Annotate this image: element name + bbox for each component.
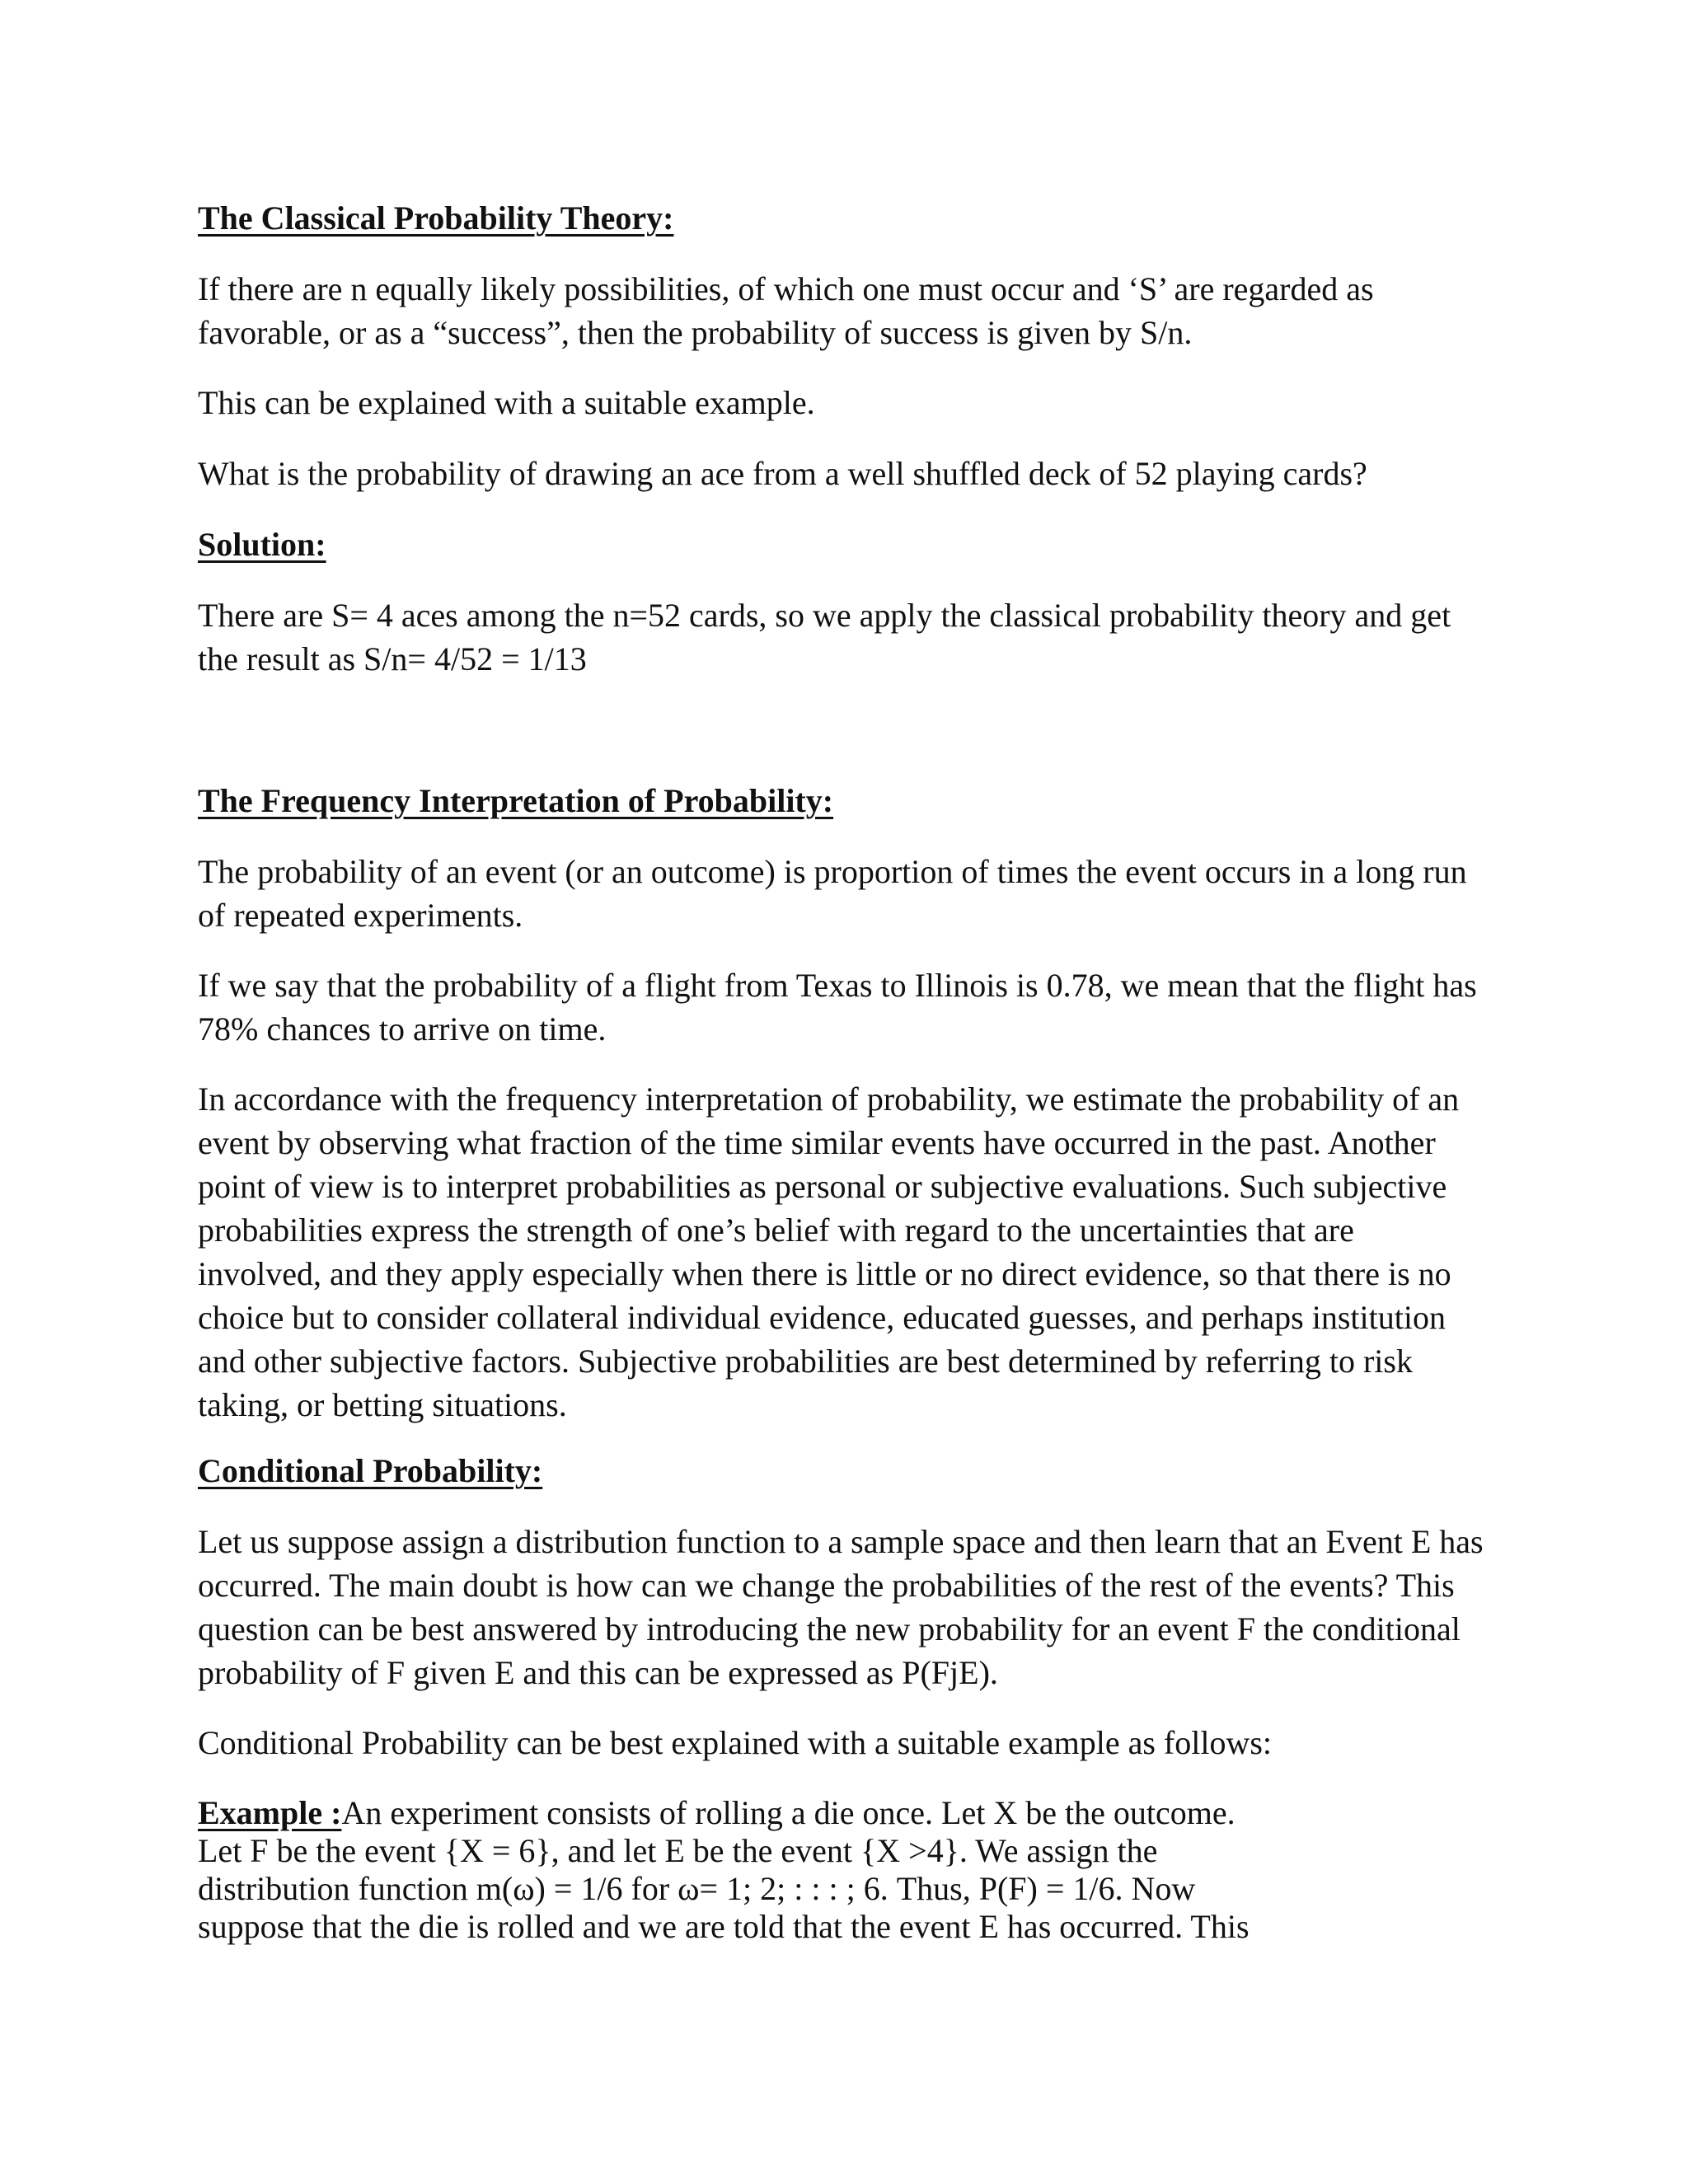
text-line: Let us suppose assign a distribution function to a sample space and then learn that an Event E has <box>198 1523 1484 1560</box>
text-line: the result as S/n= 4/52 = 1/13 <box>198 640 587 677</box>
frequency-heading: The Frequency Interpretation of Probability: <box>198 782 834 819</box>
text-line: 78% chances to arrive on time. <box>198 1010 607 1047</box>
classical-intro: This can be explained with a suitable example. <box>198 384 815 421</box>
text-line: In accordance with the frequency interpretation of probability, we estimate the probability of an <box>198 1080 1460 1118</box>
text-line: There are S= 4 aces among the n=52 cards, so we apply the classical probability theory and get <box>198 597 1451 634</box>
text-line: and other subjective factors. Subjective probabilities are best determined by referring to risk <box>198 1343 1413 1380</box>
classical-heading: The Classical Probability Theory: <box>198 199 674 237</box>
text-line: point of view is to interpret probabilities as personal or subjective evaluations. Such subjective <box>198 1168 1447 1205</box>
example-first-line: An experiment consists of rolling a die once. Let X be the outcome. <box>341 1794 1236 1831</box>
text-line: favorable, or as a “success”, then the probability of success is given by S/n. <box>198 314 1193 351</box>
solution-heading: Solution: <box>198 526 326 563</box>
text-line: suppose that the die is rolled and we are told that the event E has occurred. This <box>198 1908 1250 1945</box>
text-line: event by observing what fraction of the time similar events have occurred in the past. Another <box>198 1124 1436 1161</box>
text-line: The probability of an event (or an outcome) is proportion of times the event occurs in a long run <box>198 853 1467 890</box>
text-line: choice but to consider collateral individual evidence, educated guesses, and perhaps institution <box>198 1299 1446 1336</box>
text-line: involved, and they apply especially when there is little or no direct evidence, so that there is no <box>198 1255 1451 1292</box>
text-line: taking, or betting situations. <box>198 1386 567 1423</box>
text-line: probabilities express the strength of one’s belief with regard to the uncertainties that are <box>198 1212 1354 1249</box>
classical-question: What is the probability of drawing an ace from a well shuffled deck of 52 playing cards? <box>198 455 1367 492</box>
example-label: Example : <box>198 1794 342 1831</box>
conditional-intro: Conditional Probability can be best explained with a suitable example as follows: <box>198 1724 1273 1761</box>
frequency-discussion <box>198 1077 1508 1427</box>
text-line: If we say that the probability of a flight from Texas to Illinois is 0.78, we mean that the flight has <box>198 967 1477 1004</box>
text-line: occurred. The main doubt is how can we change the probabilities of the rest of the events? This <box>198 1567 1455 1604</box>
conditional-example <box>198 1794 1508 1946</box>
text-line <box>198 1794 1508 1832</box>
text-line: distribution function m(ω) = 1/6 for ω= 1; 2; : : : ; 6. Thus, P(F) = 1/6. Now <box>198 1870 1196 1907</box>
text-line: of repeated experiments. <box>198 897 523 934</box>
frequency-definition <box>198 850 1508 937</box>
conditional-definition <box>198 1520 1508 1694</box>
flight-example <box>198 963 1508 1051</box>
text-line: Let F be the event {X = 6}, and let E be the event {X >4}. We assign the <box>198 1832 1158 1869</box>
solution-text <box>198 593 1508 681</box>
classical-definition <box>198 267 1508 354</box>
conditional-heading: Conditional Probability: <box>198 1452 543 1489</box>
text-line: If there are n equally likely possibilities, of which one must occur and ‘S’ are regarded as <box>198 270 1374 307</box>
text-line: probability of F given E and this can be expressed as P(FjE). <box>198 1654 998 1691</box>
text-line: question can be best answered by introducing the new probability for an event F the conditional <box>198 1610 1461 1647</box>
